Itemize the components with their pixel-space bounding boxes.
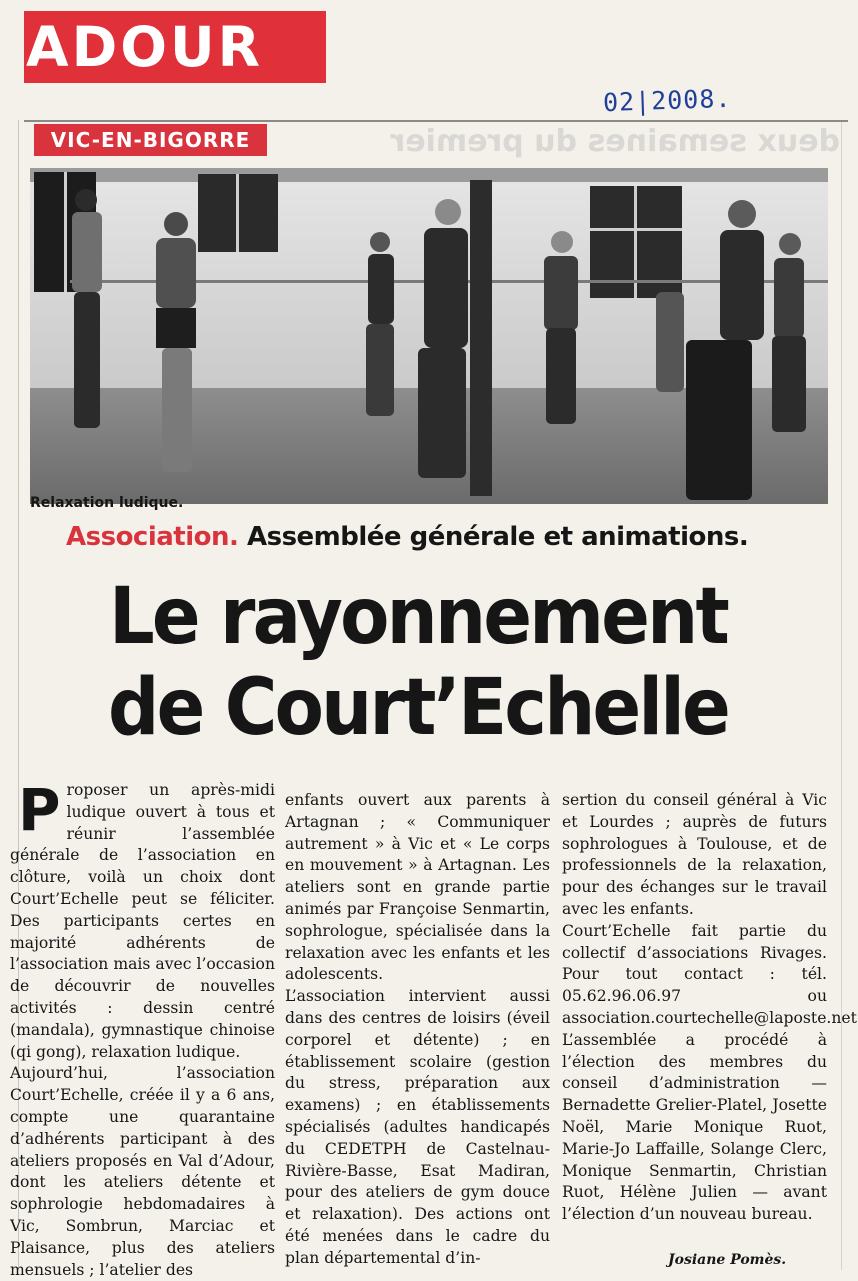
article-photo [30, 168, 828, 504]
headline-line-1: Le rayonnement [108, 572, 728, 662]
drop-cap: P [18, 776, 61, 844]
paragraph: roposer un après-midi ludique ouvert à tous et réunir l’assemblée générale de l’association en clôture, voilà un choix dont Court’Echelle peut se féliciter. Des participants certes en majorité adhérents de l’association mais avec l’occasion de découvrir de nouvelles activités : dessin centré (mandala), gymnastique chinoise (qi gong), relaxation ludique. [10, 781, 275, 1061]
show-through-text: deux semaines du premier [390, 124, 840, 159]
kicker-text: Assemblée générale et animations. [246, 522, 749, 552]
paragraph: sertion du conseil général à Vic et Lourdes ; auprès de futurs sophrologues à Toulouse, et de professionnels de la relaxation, pour des échanges sur le travail avec les enfants. [562, 791, 827, 918]
article-column-1 [10, 776, 275, 1281]
paragraph: enfants ouvert aux parents à Artagnan ; « Communiquer autrement » à Vic et « Le corps en mouvement » à Artagnan. Les ateliers sont en grande partie animés par Françoise Senmartin, sophrologue, spécialisée dans la relaxation avec les enfants et les adolescents. [285, 791, 550, 984]
paragraph: L’association intervient aussi dans des centres de loisirs (éveil corporel et détente) ; en établissement scolaire (gestion du stress, préparation aux examens) ; en établissements spécialisés (adultes handicapés du CEDETPH de Castelnau-Rivière-Basse, Esat Madiran, pour des ateliers de gym douce et relaxation). Des actions ont été menées dans le cadre du plan départemental d’in- [285, 987, 550, 1267]
handwritten-date: 02|2008. [602, 83, 732, 118]
paragraph: L’assemblée a procédé à l’élection des membres du conseil d’administration — Bernadette Grelier-Platel, Josette Noël, Marie Monique Ruot, Marie-Jo Laffaille, Solange Clerc, Monique Senmartin, Christian Ruot, Hélène Julien — avant l’élection d’un nouveau bureau. [562, 1030, 827, 1224]
masthead: ADOUR [24, 11, 326, 83]
photo-caption: Relaxation ludique. [30, 495, 184, 511]
byline: Josiane Pomès. [668, 1252, 787, 1268]
article-column-2 [285, 790, 550, 1270]
section-tag: VIC-EN-BIGORRE [34, 124, 267, 156]
headline [96, 572, 740, 754]
article-column-3 [562, 790, 857, 1226]
kicker [66, 522, 748, 552]
paragraph: Aujourd’hui, l’association Court’Echelle, créée il y a 6 ans, compte une quarantaine d’adhérents participant à des ateliers proposés en Val d’Adour, dont les ateliers détente et sophrologie hebdomadaires à Vic, Sombrun, Marciac et Plaisance, plus des ateliers mensuels ; l’atelier des [10, 1064, 275, 1279]
header-rule [24, 120, 848, 122]
headline-line-2: de Court’Echelle [107, 663, 729, 753]
paragraph: Court’Echelle fait partie du collectif d’associations Rivages. Pour tout contact : tél. 05.62.96.06.97 ou association.courtechelle@laposte.net [562, 921, 857, 1027]
kicker-label: Association. [66, 522, 239, 552]
photo-dancers-illustration [30, 168, 828, 504]
